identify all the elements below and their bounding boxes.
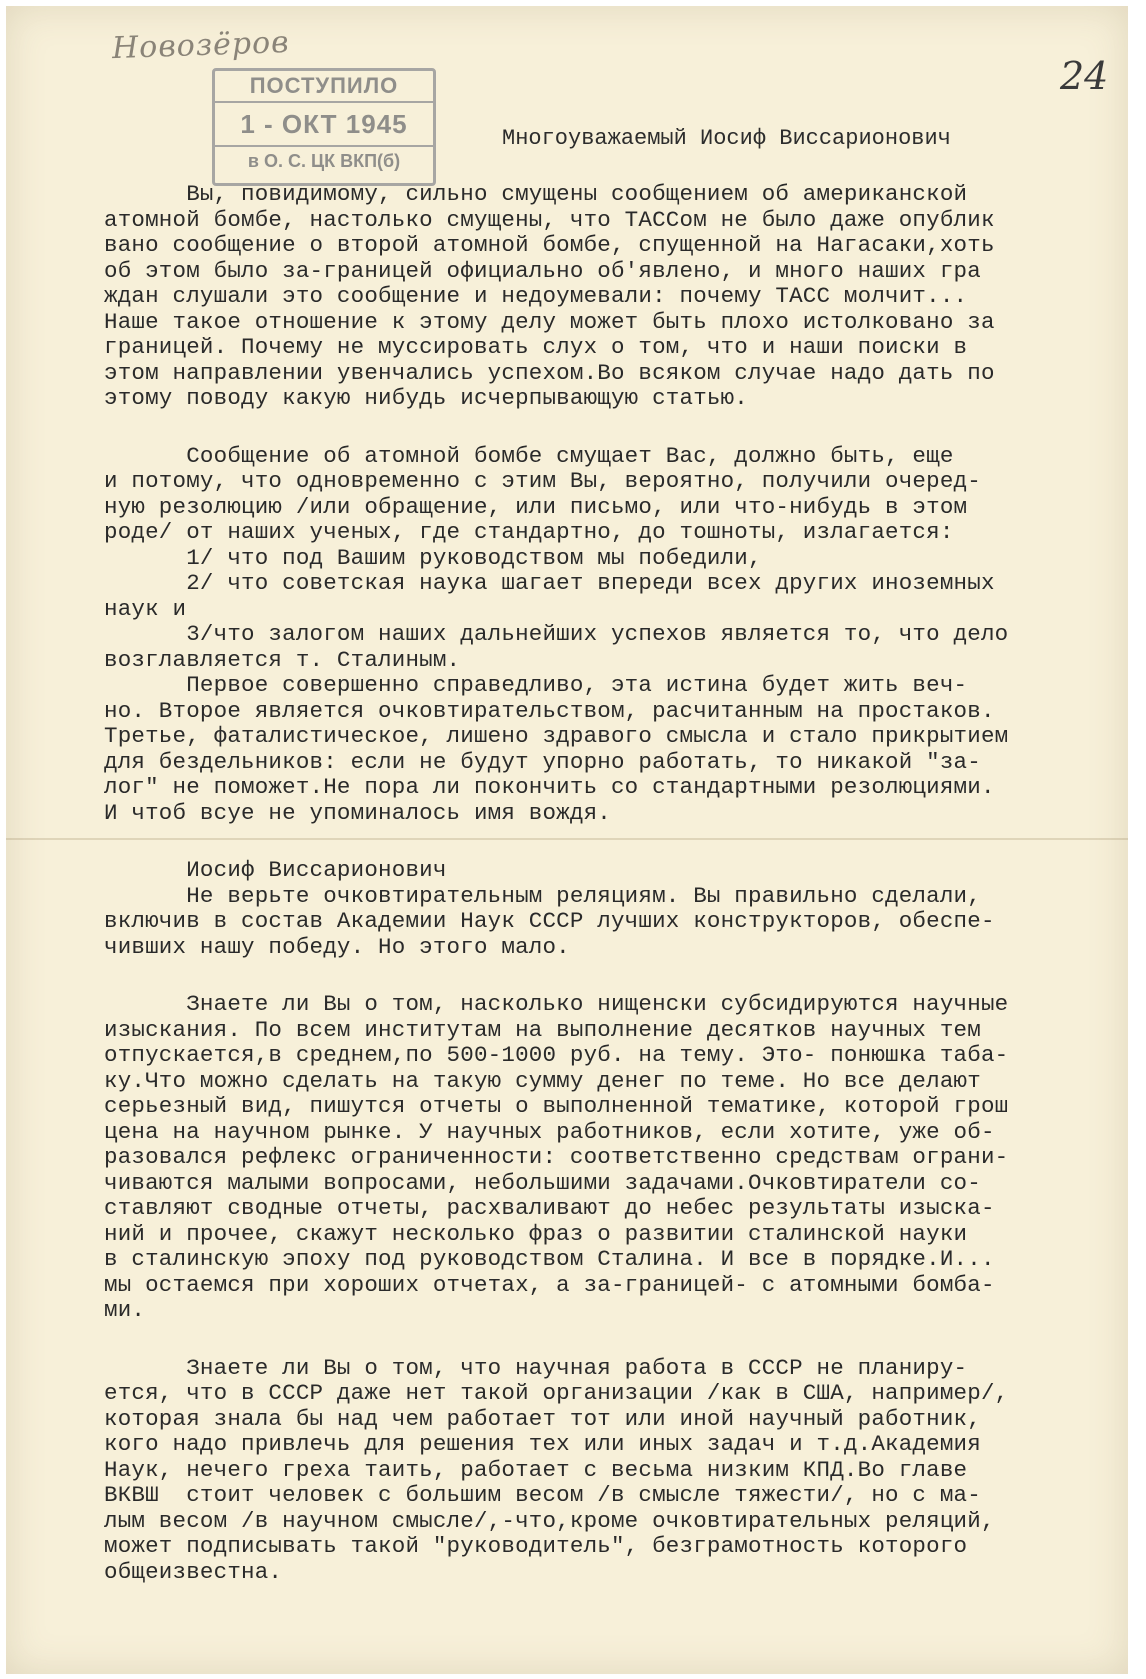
text-line: Иосиф Виссарионович [104, 857, 447, 883]
text-line: но. Второе является очковтирательством, расчитанным на простаков. [104, 697, 995, 724]
letter-body [104, 182, 1124, 1585]
paragraph [104, 182, 1124, 412]
text-line: ную резолюцию /или обращение, или письмо, или что-нибудь в этом [104, 493, 968, 520]
text-line: этом направлении увенчались успехом.Во всяком случае надо дать по [104, 359, 995, 386]
paragraph-gap [104, 826, 1124, 858]
text-line: может подписывать такой "руководитель", безграмотность которого [104, 1533, 968, 1559]
text-line: Первое совершенно справедливо, эта истина будет жить веч- [104, 672, 968, 698]
text-line: ется, что в СССР даже нет такой организации /как в США, например/, [104, 1380, 1009, 1406]
paragraph-gap [104, 960, 1124, 992]
text-line: и потому, что одновременно с этим Вы, вероятно, получили очеред- [104, 468, 981, 494]
text-line: лым весом /в научном смысле/,-что,кроме очковтирательных реляций, [104, 1507, 995, 1534]
page-number: 24 [1060, 54, 1109, 98]
text-line: 2/ что советская наука шагает впереди всех других иноземных [104, 570, 995, 596]
text-line: ми. [104, 1297, 146, 1323]
text-line: кого надо привлечь для решения тех или иных задач и т.д.Академия [104, 1431, 981, 1457]
text-line: И чтоб всуе не упоминалось имя вождя. [104, 799, 611, 826]
handwritten-name: Новозёров [111, 24, 291, 67]
text-line: Знаете ли Вы о том, насколько нищенски субсидируются научные [104, 991, 1009, 1017]
text-line: ВКВШ стоит человек с большим весом /в смысле тяжести/, но с ма- [104, 1482, 981, 1508]
text-line: 1/ что под Вашим руководством мы победили, [104, 544, 762, 571]
text-line: ждан слушали это сообщение и недоумевали: почему ТАСС молчит... [104, 283, 968, 309]
text-line: атомной бомбе, настолько смущены, что ТАССом не было даже опублик [104, 206, 995, 233]
paragraph [104, 444, 1124, 827]
text-line: Сообщение об атомной бомбе смущает Вас, должно быть, еще [104, 442, 954, 469]
text-line: этому поводу какую нибудь исчерпывающую статью. [104, 385, 749, 411]
text-line: ставляют сводные отчеты, расхваливают до небес результаты изыска- [104, 1195, 995, 1221]
text-line: цена на научном рынке. У научных работников, если хотите, уже об- [104, 1118, 995, 1145]
received-stamp [212, 68, 436, 186]
paragraph [104, 858, 1124, 960]
paragraph [104, 992, 1124, 1324]
paragraph-gap [104, 412, 1124, 444]
stamp-date: 1 - ОКТ 1945 [240, 109, 408, 139]
stamp-title: ПОСТУПИЛО [249, 73, 399, 98]
text-line: Знаете ли Вы о том, что научная работа в СССР не планиру- [104, 1354, 968, 1381]
text-line: ку.Что можно сделать на такую сумму денег по теме. Но все делают [104, 1067, 981, 1094]
text-line: возглавляется т. Сталиным. [104, 646, 461, 673]
text-line: изыскания. По всем институтам на выполнение десятков научных тем [104, 1016, 981, 1043]
text-line: Третье, фаталистическое, лишено здравого смысла и стало прикрытием [104, 723, 1009, 749]
text-line: об этом было за-границей официально об'явлено, и много наших гра [104, 257, 981, 284]
text-line: ний и прочее, скажут несколько фраз о развитии сталинской науки [104, 1220, 968, 1247]
paragraph-gap [104, 1324, 1124, 1356]
text-line: Наук, нечего греха таить, работает с весьма низким КПД.Во главе [104, 1456, 968, 1483]
text-line: наук и [104, 595, 187, 622]
text-line: разовался рефлекс ограниченности: соответственно средствам ограни- [104, 1144, 1009, 1170]
paragraph [104, 1356, 1124, 1586]
salutation: Многоуважаемый Иосиф Виссарионович [502, 126, 951, 151]
text-line: чиваются малыми вопросами, небольшими задачами.Очковтиратели со- [104, 1169, 981, 1196]
text-line: мы остаемся при хороших отчетах, а за-границей- с атомными бомба- [104, 1271, 995, 1298]
text-line: вано сообщение о второй атомной бомбе, спущенной на Нагасаки,хоть [104, 232, 995, 258]
text-line: которая знала бы над чем работает тот или иной научный работник, [104, 1405, 981, 1432]
text-line: Вы, повидимому, сильно смущены сообщением об американской [104, 181, 968, 207]
text-line: общеизвестна. [104, 1558, 283, 1585]
text-line: в сталинскую эпоху под руководством Сталина. И все в порядке.И... [104, 1246, 995, 1272]
text-line: серьезный вид, пишутся отчеты о выполненной тематике, которой грош [104, 1093, 1009, 1119]
stamp-department: в О. С. ЦК ВКП(б) [247, 151, 401, 171]
text-line: границей. Почему не муссировать слух о том, что и наши поиски в [104, 334, 968, 360]
text-line: чивших нашу победу. Но этого мало. [104, 933, 570, 960]
text-line: включив в состав Академии Наук СССР лучших конструкторов, обеспе- [104, 908, 995, 934]
text-line: Не верьте очковтирательным реляциям. Вы правильно сделали, [104, 882, 981, 909]
text-line: отпускается,в среднем,по 500-1000 руб. на тему. Это- понюшка таба- [104, 1042, 1009, 1068]
text-line: Наше такое отношение к этому делу может быть плохо истолковано за [104, 308, 995, 335]
text-line: роде/ от наших ученых, где стандартно, до тошноты, излагается: [104, 519, 954, 545]
text-line: 3/что залогом наших дальнейших успехов является то, что дело [104, 621, 1009, 647]
text-line: лог" не поможет.Не пора ли покончить со стандартными резолюциями. [104, 774, 995, 800]
text-line: для бездельников: если не будут упорно работать, то никакой "за- [104, 748, 981, 775]
